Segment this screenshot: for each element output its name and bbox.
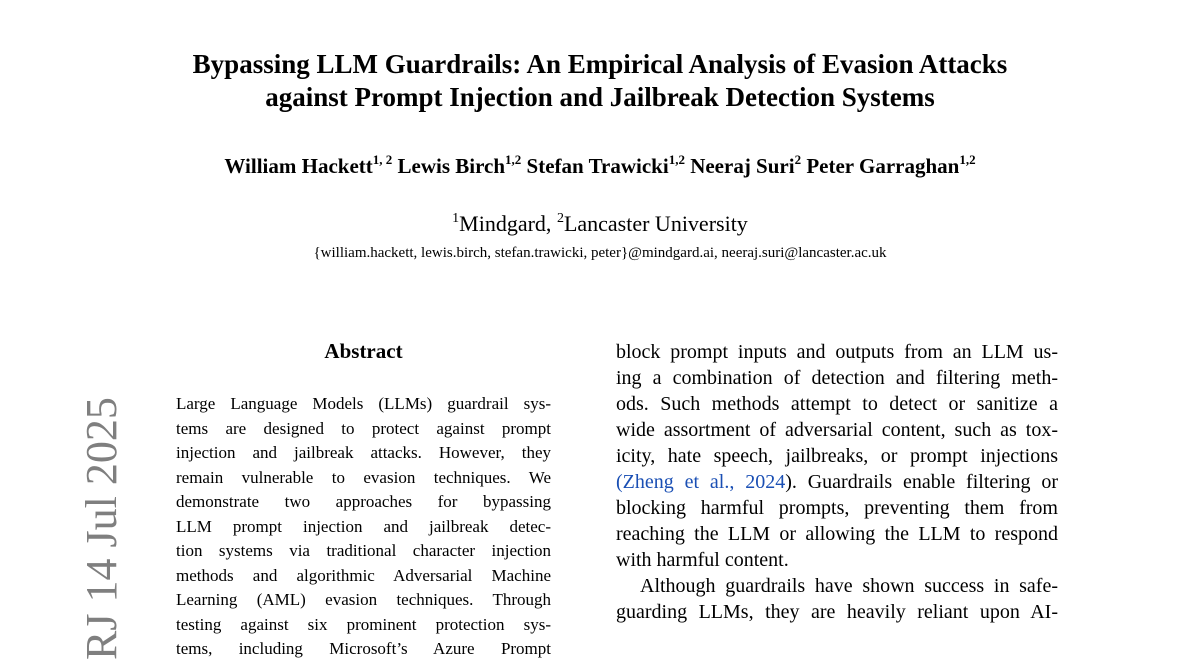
abstract-line: remain vulnerable to evasion techniques. We	[176, 467, 551, 487]
affil-name: Lancaster University	[563, 211, 748, 236]
affil-mark: 2	[556, 211, 564, 226]
author-name: Lewis Birch	[397, 154, 506, 178]
affiliations	[0, 210, 1200, 238]
body-line: ing a combination of detection and filtering meth-	[616, 367, 1058, 389]
body-line-with-citation	[616, 469, 1058, 495]
body-line: guarding LLMs, they are heavily reliant upon AI-	[616, 601, 1058, 623]
affil-mark: 1	[452, 211, 460, 226]
body-line: with harmful content.	[616, 549, 789, 571]
body-line: icity, hate speech, jailbreaks, or prompt injections	[616, 445, 1058, 467]
abstract-line: tion systems via traditional character injection	[176, 541, 551, 560]
abstract-line: tems are designed to protect against prompt	[176, 418, 551, 438]
author-name: Peter Garraghan	[806, 154, 960, 178]
body-line: Although guardrails have shown success in safe-	[640, 575, 1058, 597]
author-name: William Hackett	[224, 154, 373, 178]
body-line: wide assortment of adversarial content, such as tox-	[616, 419, 1058, 441]
abstract-heading: Abstract	[324, 339, 403, 363]
author-affil-mark: 2	[794, 152, 802, 167]
paper-title	[0, 48, 1200, 114]
abstract-line: injection and jailbreak attacks. However, they	[176, 443, 551, 462]
title-line-1: Bypassing LLM Guardrails: An Empirical Analysis of Evasion Attacks	[192, 49, 1008, 79]
author-emails: {william.hackett, lewis.birch, stefan.trawicki, peter}@mindgard.ai, neeraj.suri@lancaster.ac.uk	[313, 245, 887, 261]
citation-paren[interactable]: (	[616, 471, 623, 493]
body-line: blocking harmful prompts, preventing them from	[616, 497, 1058, 519]
abstract-line: tems, including Microsoft’s Azure Prompt	[176, 639, 551, 658]
body-line: block prompt inputs and outputs from an LLM us-	[616, 341, 1058, 363]
abstract-line: LLM prompt injection and jailbreak detec-	[176, 516, 551, 536]
arxiv-stamp	[18, 397, 126, 660]
author-affil-mark: 1,2	[668, 152, 685, 167]
title-line-2: against Prompt Injection and Jailbreak Detection Systems	[265, 82, 935, 112]
abstract-line: Learning (AML) evasion techniques. Through	[176, 590, 551, 609]
body-line: ods. Such methods attempt to detect or sanitize a	[616, 393, 1058, 415]
arxiv-stamp-text: RJ 14 Jul 2025	[77, 397, 126, 660]
abstract-line: demonstrate two approaches for bypassing	[176, 492, 551, 511]
author-list	[0, 152, 1200, 180]
abstract-line: methods and algorithmic Adversarial Machine	[176, 565, 551, 585]
citation-rest: ). Guardrails enable filtering or	[785, 471, 1058, 493]
affil-name: Mindgard,	[459, 211, 552, 236]
abstract-body	[176, 392, 551, 662]
author-name: Neeraj Suri	[690, 154, 795, 178]
author-affil-mark: 1,2	[959, 152, 976, 167]
body-line: reaching the LLM or allowing the LLM to respond	[616, 523, 1058, 545]
citation-link[interactable]: Zheng et al., 2024	[622, 471, 786, 493]
author-affil-mark: 1, 2	[372, 152, 393, 167]
abstract-line: testing against six prominent protection sys-	[176, 614, 551, 634]
author-name: Stefan Trawicki	[526, 154, 669, 178]
abstract-line: Large Language Models (LLMs) guardrail sys-	[176, 394, 551, 413]
author-affil-mark: 1,2	[505, 152, 522, 167]
right-column-body	[616, 339, 1058, 625]
